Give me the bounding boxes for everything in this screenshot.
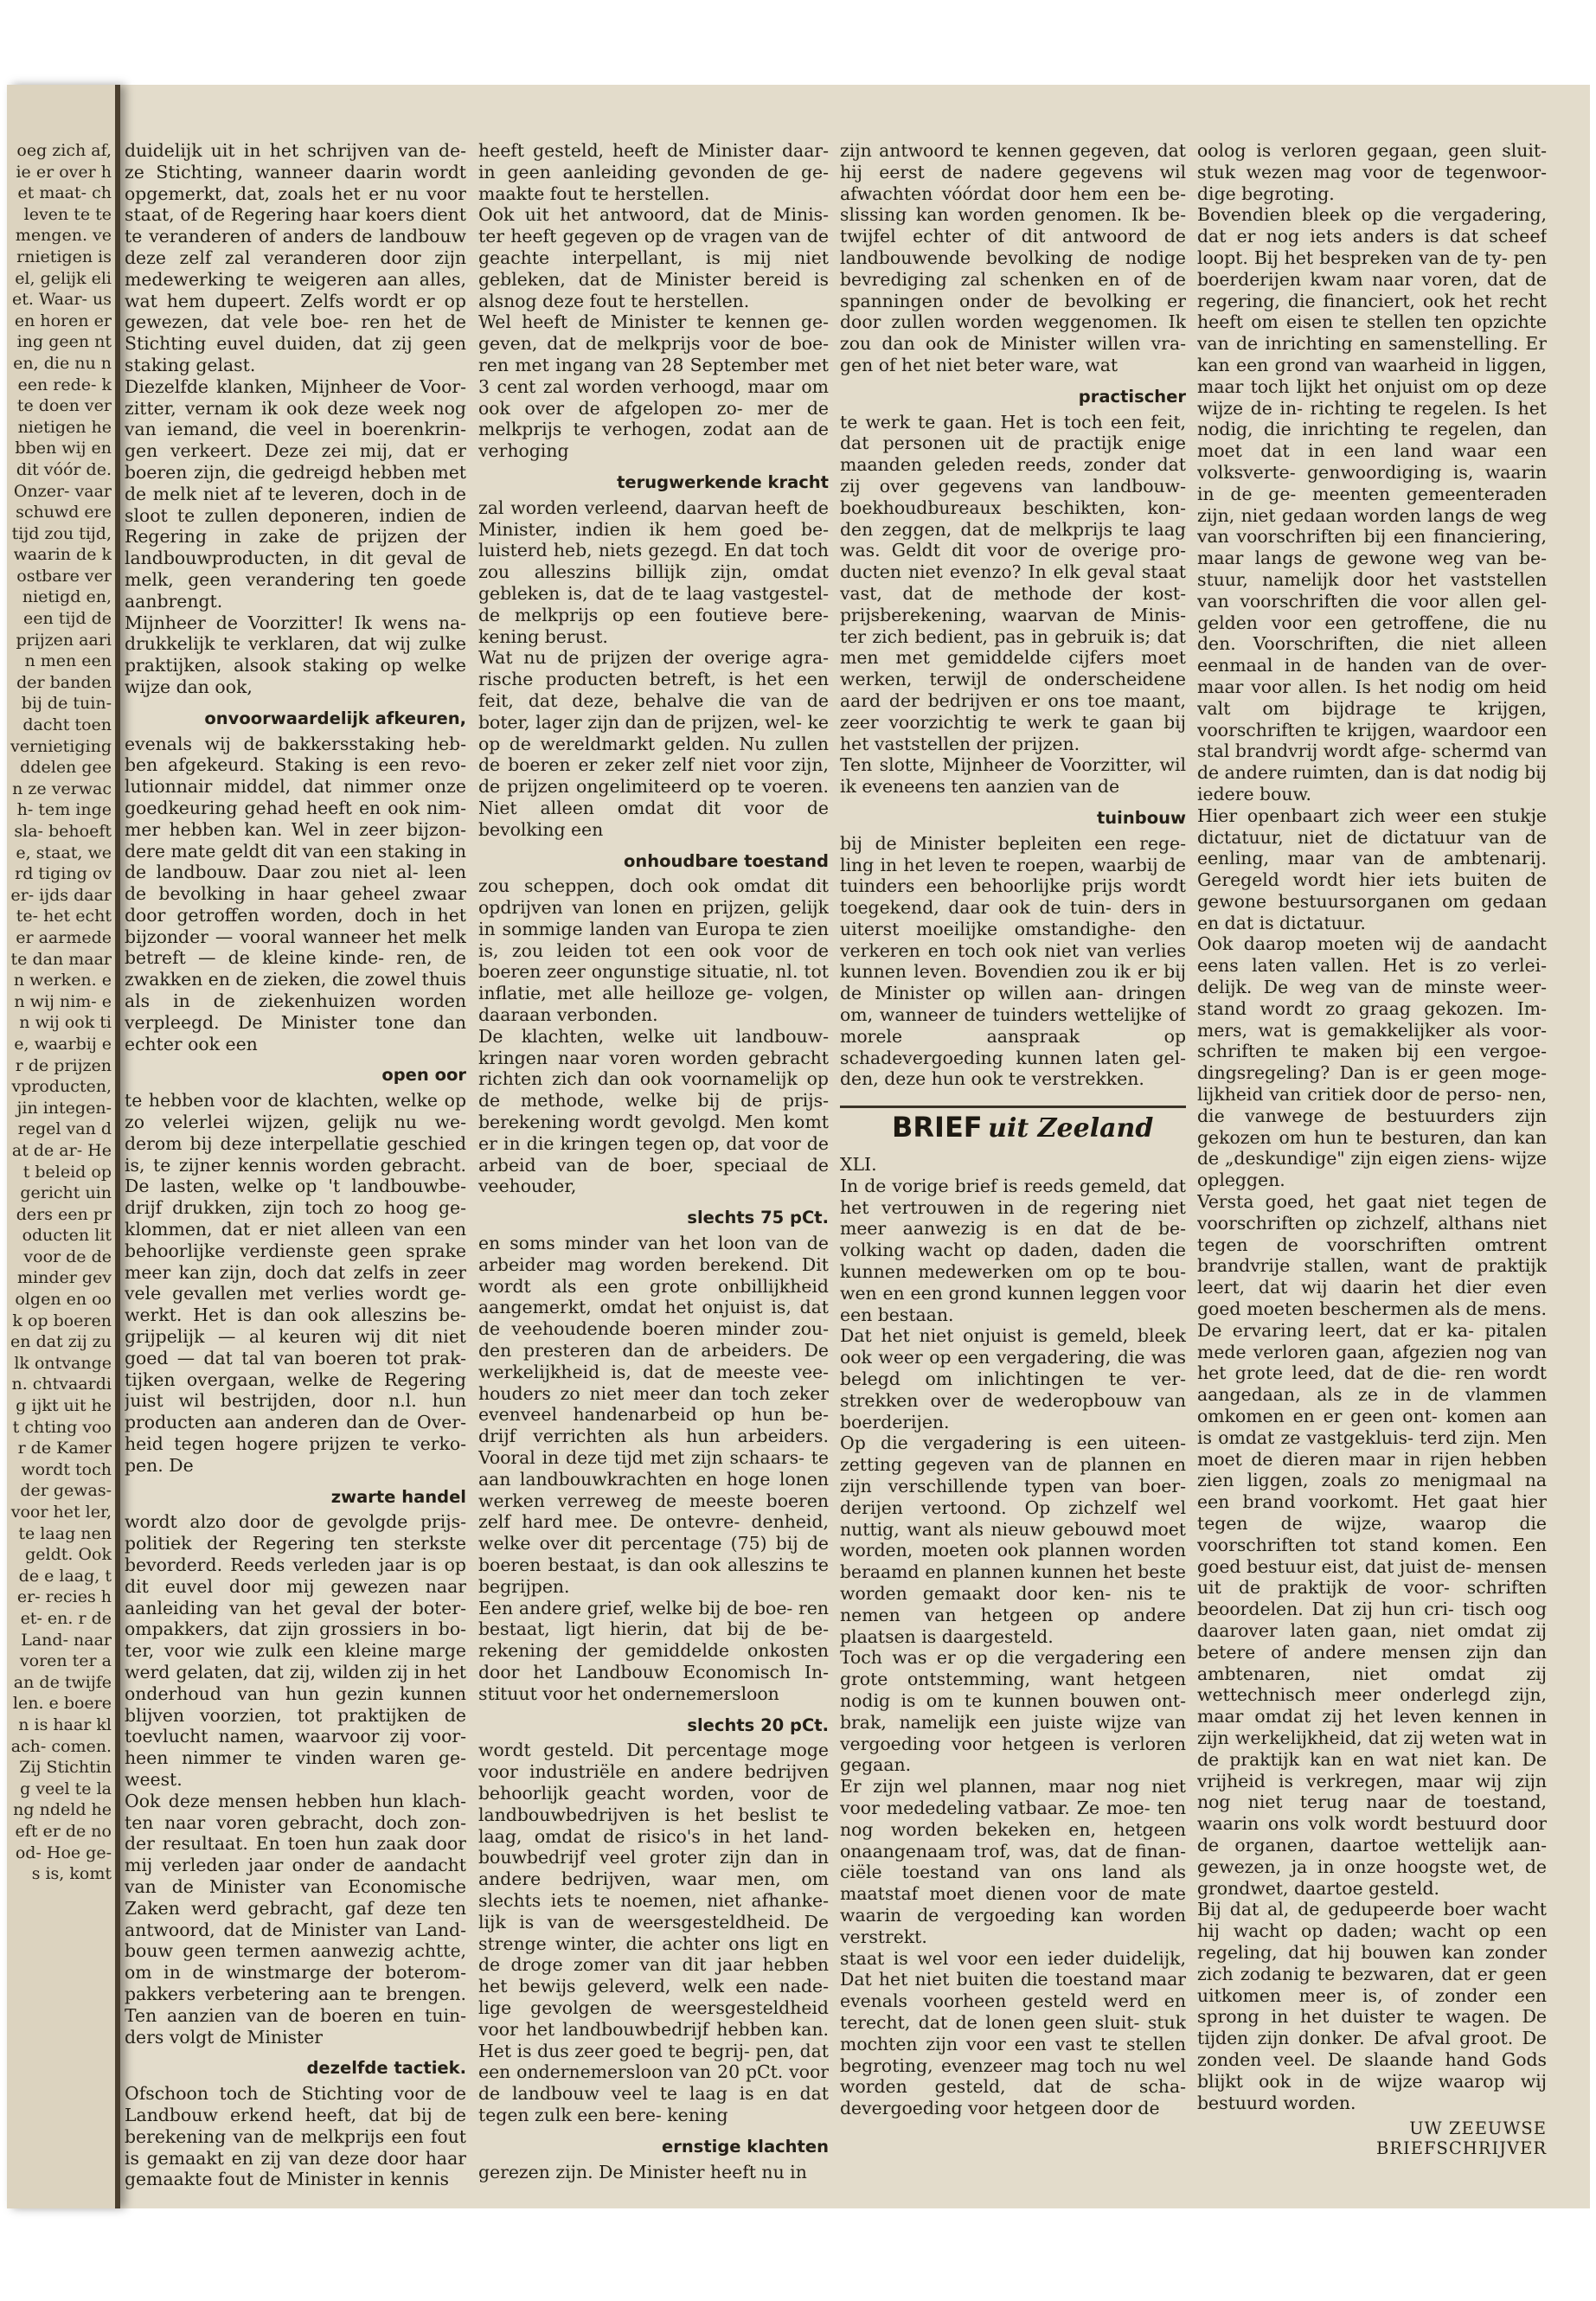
previous-page-edge	[7, 85, 120, 2208]
paragraph: Hier openbaart zich weer een stukje dictatuur, niet de dictatuur van de eenling, maar van de ambtenarij. Geregeld wordt hier iets buiten de gewone bestuursorganen om gedaan en dat is dictatuur.	[1197, 804, 1547, 933]
column-3	[840, 140, 1186, 2225]
paragraph: evenals wij de bakkersstaking heb- ben afgekeurd. Staking is een revo- lutionnair middel, dat nimmer onze goedkeuring gehad heeft en ook nim- mer hebben kan. Wel in zeer bijzon- dere mate geldt dit van een staking in de landbouw. Daar zou niet al- leen de bevolking in haar geheel zwaar door getroffen worden, doch in het bijzonder — vooral wanneer het melk betreft — de kleine kinde- ren, de zwakken en de zieken, die zowel thuis als in de ziekenhuizen worden verpleegd. De Minister tone dan echter ook een	[125, 733, 466, 1054]
paragraph: Dat het niet onjuist is gemeld, bleek ook weer op een vergadering, die was belegd om inlichtingen te ver- strekken over de wederopbouw van boerderijen.	[840, 1325, 1186, 1433]
paragraph: Versta goed, het gaat niet tegen de voorschriften op zichzelf, althans niet tegen de voorschriften omtrent brandvrije stallen, want de praktijk leert, dat wij daarin het dier even goed moeten beschermen als de mens. De ervaring leert, dat er ka- pitalen mede verloren gaan, afgezien nog van het grote leed, dat de die- ren wordt aangedaan, als ze in de vlammen omkomen en er geen ont- komen aan is omdat ze vastgekluis- terd zijn. Men moet de dieren maar in rijen hebben zien liggen, zoals zo menigmaal na een brand voorkomt. Het gaat hier tegen de wijze, waarop die voorschriften tot stand komen. Een goed bestuur eist, dat juist de- mensen uit de praktijk de voor- schriften beoordelen. Dat zij hun cri- tisch oog daarover laten gaan, niet omdat zij betere of andere mensen zijn dan ambtenaren, niet omdat zij wettechnisch meer onderlegd zijn, maar omdat zij het leven kennen in zijn werkelijkheid, dat zij weten wat in de praktijk kan en wat niet kan. De vrijheid is verkregen, maar wij zijn nog niet terug naar de toestand, waarin ons volk wordt bestuurd door de organen, daartoe wettelijk aan- gewezen, ja in onze hoogste wet, de grondwet, daartoe gesteld.	[1197, 1191, 1547, 1899]
paragraph: Mijnheer de Voorzitter! Ik wens na- drukkelijk te verklaren, dat wij zulke praktijken, alsook staking op welke wijze dan ook,	[125, 612, 466, 697]
subheading: slechts 20 pCt.	[687, 1715, 829, 1735]
paragraph: staat is wel voor een ieder duidelijk, Dat het niet buiten die toestand maar evenals voorheen gesteld werd en terecht, dat de lonen geen sluit- stuk mochten zijn voor een vast te stellen begroting, evenzeer mag toch nu wel worden gesteld, dat de scha- devergoeding voor hetgeen door de	[840, 1947, 1186, 2119]
paragraph: Bovendien bleek op die vergadering, dat er nog iets anders is dat scheef loopt. Bij het bespreken van de ty- pen boerderijen kwam naar voren, dat de regering, die financiert, ook het recht heeft om eisen te stellen ten opzichte van de inrichting en samenstelling. Er kan een grond van waarheid in liggen, maar toch lijkt het onjuist om op deze wijze de in- richting te regelen. Is het nodig, die inrichting te regelen, dan moet dat in een land waar een volksverte- genwoordiging is, waarin in de ge- meenten gemeenteraden zijn, niet gedaan worden langs de weg van voorschriften bij een financiering, maar langs de gewone weg van be- stuur, namelijk door het vaststellen van voorschriften die voor allen gel- gelden voor een getroffene, die nu den. Voorschriften, die niet alleen eenmaal in de handen van de over- maar voor allen. Is het nodig om heid valt om bijdrage te krijgen, voorschriften te krijgen, waardoor een stal brandvrij wordt afge- schermd van de andere ruimten, dan is dat nodig bij iedere bouw.	[1197, 204, 1547, 804]
paragraph: Diezelfde klanken, Mijnheer de Voor- zitter, vernam ik ook deze week nog van iemand, die veel in boerenkrin- gen verkeert. Deze zei mij, dat er boeren zijn, die gedreigd hebben met de melk niet af te leveren, doch in de sloot te zullen deponeren, indien de Regering in zake de prijzen der landbouwproducten, in dit geval de melk, geen verandering ten goede aanbrengt.	[125, 375, 466, 612]
newspaper-page	[7, 85, 1590, 2208]
previous-page-text: oeg zich af, ie er over het maat- ch leven te te mengen. vernietigen isel, gelijk eliet. Waar- usen horen ering geen nten, die nu n een rede- k te doen vernietigen hebben wij en dit vóór de. Onzer- vaarschuwd ere tijd zou tijd, waarin de kostbare vernietigd en, een tijd de prijzen aarin men een der banden bij de tuin- dacht toen vernietiging ddelen geen ze verwach- tem ingesla- behoefte, staat, werd tiging over- ijds daarte- het echter aarmede te dan maar n werken. en wij nim- en wij ook tie, waarbij er de prijzen vproducten, jin integen- regel van dat de ar- Het beleid op gericht uinders een producten lit voor de de minder gevolgen en ook op boeren en dat zij zulk ontvangen. chtvaardig ijkt uit het chting voor de Kamer wordt toch der gewas- voor het ler, te laag nen geldt. Ook de e laag, ter- recies het- en. r de Land- naar voren ter aan de twijfelen. e boeren is haar klach- comen. Zij Stichting veel te lang ndeld heeft er de nood- Hoe ge- s is, komt	[10, 141, 112, 1884]
column-2	[478, 140, 829, 2225]
article-title-bold: BRIEF	[892, 1111, 983, 1144]
article-number: XLI.	[840, 1154, 877, 1176]
paragraph: Ook daarop moeten wij de aandacht eens laten vallen. Het is zo verlei- delijk. De weg van de minste weer- stand wordt zo graag gekozen. Im- mers, wat is gemakkelijker als voor- schriften te maken bij een vergoe- dingsregeling? Dan is er geen moge- lijkheid van critiek door de perso- nen, die vanwege de bestuurders zijn gekozen om hun te besturen, dan kan de „deskundige" zijn eigen ziens- wijze opleggen.	[1197, 933, 1547, 1191]
paragraph: Een andere grief, welke bij de boe- ren bestaat, ligt hierin, dat bij de be- rekening der gemiddelde onkosten door het Landbouw Economisch In- stituut voor het ondernemersloon	[478, 1597, 829, 1704]
paragraph: zou scheppen, doch ook omdat dit opdrijven van lonen en prijzen, gelijk in sommige landen van Europa te zien is, zou leiden tot een ook voor de boeren zeer ongunstige situatie, nl. tot inflatie, met alle heilloze ge- volgen, daaraan verbonden.	[478, 875, 829, 1026]
paragraph: Wel heeft de Minister te kennen ge- geven, dat de melkprijs voor de boe- ren met ingang van 28 September met 3 cent zal worden verhoogd, maar om ook over de afgelopen zo- mer de melkprijs te verhogen, zodat aan de verhoging	[478, 311, 829, 462]
paragraph: Op die vergadering is een uiteen- zetting gegeven van de plannen en zijn verschillende typen van boer- derijen vertoond. Op zichzelf wel nuttig, want als nieuw gebouwd moet worden, moeten ook plannen worden beraamd en plannen kunnen het beste worden gemaakt door ken- nis te nemen van hetgeen op andere plaatsen is daargesteld.	[840, 1433, 1186, 1647]
paragraph: en soms minder van het loon van de arbeider mag worden berekend. Dit wordt als een grote onbillijkheid aangemerkt, omdat het onjuist is, dat de veehoudende boeren minder zou- den presteren dan de arbeiders. De werkelijkheid is, dat de meeste vee- houders zo niet meer dan toch zeker evenveel handenarbeid op hun be- drijf verrichten als hun arbeiders. Vooral in deze tijd met zijn schaars- te aan landbouwkrachten en hoge lonen werken verreweg de meeste boeren zelf hard mee. De ontevre- denheid, welke over dit percentage (75) bij de boeren bestaat, is dan ook alleszins te begrijpen.	[478, 1233, 829, 1597]
signature-line-1: UW ZEEUWSE	[1409, 2118, 1547, 2139]
paragraph: Ten slotte, Mijnheer de Voorzitter, wil ik eveneens ten aanzien van de	[840, 754, 1186, 798]
subheading: onhoudbare toestand	[623, 850, 829, 871]
paragraph: heeft gesteld, heeft de Minister daar- in geen aanleiding gevonden de ge- maakte fout te herstellen.	[478, 140, 829, 204]
section-divider	[840, 1106, 1186, 1108]
paragraph: wordt gesteld. Dit percentage moge voor industriële en andere bedrijven behoorlijk geacht worden, voor de landbouwbedrijven is het beslist te laag, omdat de risico's in het land- bouwbedrijf veel groter zijn dan in andere bedrijven, waar men, om slechts iets te noemen, niet afhanke- lijk is van de weersgesteldheid. De strenge winter, die achter ons ligt en de droge zomer van dit jaar hebben het bewijs geleverd, welk een nade- lige gevolgen de weersgesteldheid voor het landbouwbedrijf hebben kan. Het is dus zeer goed te begrij- pen, dat een ondernemersloon van 20 pCt. voor de landbouw veel te laag is en dat tegen zulk een bere- kening	[478, 1740, 829, 2125]
paragraph: Toch was er op die vergadering een grote ontstemming, want hetgeen nodig is om te kunnen bouwen ont- brak, namelijk een juiste wijze van vergoeding voor hetgeen is verloren gegaan.	[840, 1647, 1186, 1776]
column-1	[125, 140, 466, 2225]
paragraph: te werk te gaan. Het is toch een feit, dat personen uit de practijk enige maanden geleden reeds, zonder dat zij over gegevens van landbouw- boekhoudbureaux beschikten, kon- den zeggen, dat de melkprijs te laag was. Geldt dit voor de overige pro- ducten niet evenzo? In elk geval staat vast, dat de methode der kost- prijsberekening, waarvan de Minis- ter zich bedient, pas in gebruik is; dat men met gemiddelde cijfers moet werken, terwijl de onderscheidene aard der bedrijven er ons toe maant, zeer voorzichtig te werk te gaan bij het vaststellen der prijzen.	[840, 411, 1186, 754]
subheading: tuinbouw	[1096, 807, 1186, 828]
signature-line-2: BRIEFSCHRIJVER	[1376, 2138, 1547, 2159]
paragraph: Er zijn wel plannen, maar nog niet voor mededeling vatbaar. Ze moe- ten nog worden bekeken en, hetgeen onaangenaam trof, was, dat de finan- ciële toestand van ons land als maatstaf moet dienen voor de mate waarin de vergoeding kan worden verstrekt.	[840, 1776, 1186, 1947]
subheading: zwarte handel	[330, 1486, 466, 1507]
paragraph: Ook deze mensen hebben hun klach- ten naar voren gebracht, doch zon- der resultaat. En toen hun zaak door mij verleden jaar onder de aandacht van de Minister van Economische Zaken werd gebracht, gaf deze ten antwoord, dat de Minister van Land- bouw geen termen aanwezig achtte, om in de winstmarge der boterom- pakkers verbetering aan te brengen. Ten aanzien van de boeren en tuin- ders volgt de Minister	[125, 1790, 466, 2048]
paragraph: zijn antwoord te kennen gegeven, dat hij eerst de nadere gegevens wil afwachten vóórdat door hem een be- slissing kan worden genomen. Ik be- twijfel echter of dit antwoord de landbouwende bevolking de nodige bevrediging zal schenken en of de spanningen onder de bevolking er door zullen worden weggenomen. Ik zou dan ook de Minister willen vra- gen of het niet beter ware, wat	[840, 140, 1186, 375]
subheading: dezelfde tactiek.	[306, 2058, 466, 2079]
paragraph: Ook uit het antwoord, dat de Minis- ter heeft gegeven op de vragen van de geachte interpellant, is mij niet gebleken, dat de Minister bereid is alsnog deze fout te herstellen.	[478, 204, 829, 311]
article-title-script: uit Zeeland	[988, 1113, 1154, 1144]
paragraph: zal worden verleend, daarvan heeft de Minister, indien ik hem goed be- luisterd heb, niets gezegd. En dat toch zou alleszins billijk zijn, omdat gebleken is, dat de te laag vastgestel- de melkprijs op een foutieve bere- kening berust.	[478, 497, 829, 647]
paragraph: gerezen zijn. De Minister heeft nu in	[478, 2161, 807, 2182]
paragraph: Bij dat al, de gedupeerde boer wacht hij wacht op daden; wacht op een regeling, dat hij bouwen kan zonder zich zodanig te bezwaren, dat er geen uitkomen meer is, of zonder een sprong in het duister te wagen. De tijden zijn donker. De afval groot. De zonden veel. De slaande hand Gods blijkt ook in de wijze waarop wij bestuurd worden.	[1197, 1899, 1547, 2113]
paragraph: te hebben voor de klachten, welke op zo velerlei wijzen, gelijk nu we- derom bij deze interpellatie geschied is, te zijner kennis worden gebracht. De lasten, welke op 't landbouwbe- drijf drukken, zijn toch zo hoog ge- klommen, dat er niet alleen van een behoorlijke verdienste geen sprake meer kan zijn, doch dat zelfs in zeer vele gevallen met verlies wordt ge- werkt. Het is dan ook alleszins be- grijpelijk — al keuren wij dit niet goed — dat tal van boeren tot prak- tijken overgaan, welke de Regering juist wil bestrijden, door n.l. hun producten aan anderen dan de Over- heid tegen hogere prijzen te verko- pen. De	[125, 1090, 466, 1476]
paragraph: Ofschoon toch de Stichting voor de Landbouw erkend heeft, dat bij de berekening van de melkprijs een fout is gemaakt en zij van deze door haar gemaakte fout de Minister in kennis	[125, 2083, 466, 2190]
column-4	[1197, 140, 1547, 2225]
paragraph: duidelijk uit in het schrijven van de- ze Stichting, wanneer daarin wordt opgemerkt, dat, zoals het er nu voor staat, of de Regering haar koers dient te veranderen of anders de landbouw deze zelf zal veranderen door zijn medewerking te weigeren aan alles, wat hem dupeert. Zelfs wordt er op gewezen, dat vele boe- ren het de Stichting euvel duiden, dat zij geen staking gelast.	[125, 140, 466, 375]
paragraph: In de vorige brief is reeds gemeld, dat het vertrouwen in de regering niet meer aanwezig is en dat de be- volking wacht op daden, daden die kunnen medewerken om op te bou- wen en een grond kunnen leggen voor een bestaan.	[840, 1175, 1186, 1325]
subheading: practischer	[1078, 386, 1186, 407]
subheading: slechts 75 pCt.	[687, 1208, 829, 1228]
paragraph: wordt alzo door de gevolgde prijs- politiek der Regering ten sterkste bevorderd. Reeds verleden jaar is op dit euvel door mij gewezen naar aanleiding van het geval der boter- ompakkers, dat zijn grossiers in bo- ter, voor wie zulk een kleine marge werd gelaten, dat zij, wilden zij in het onderhoud van hun gezin kunnen blijven voorzien, tot praktijken de toevlucht namen, waarvoor zij voor- heen nimmer te vinden waren ge- weest.	[125, 1511, 466, 1790]
article-title	[892, 1111, 1186, 1144]
signature	[1197, 2118, 1547, 2158]
subheading: terugwerkende kracht	[617, 471, 829, 492]
paragraph: oolog is verloren gegaan, geen sluit- stuk wezen mag voor de tegenwoor- dige begroting.	[1197, 140, 1547, 204]
paragraph: bij de Minister bepleiten een rege- ling in het leven te roepen, waarbij de tuinders een behoorlijke prijs wordt toegekend, daar ook de tuin- ders in uiterst moeilijke omstandighe- den verkeren en toch ook niet van verlies kunnen leven. Bovendien zou ik er bij de Minister op willen aan- dringen om, wanneer de tuinders wettelijke of morele aanspraak op schadevergoeding kunnen laten gel- den, deze hun ook te verstrekken.	[840, 832, 1186, 1090]
subheading: onvoorwaardelijk afkeuren,	[204, 708, 466, 728]
paragraph: De klachten, welke uit landbouw- kringen naar voren worden gebracht richten zich dan ook voornamelijk op de methode, welke bij de prijs- berekening wordt gevolgd. Men komt er in die kringen tegen op, dat voor de arbeid van de boer, speciaal de veehouder,	[478, 1025, 829, 1197]
paragraph: Wat nu de prijzen der overige agra- rische producten betreft, is het een feit, dat deze, behalve die van de boter, lager zijn dan de prijzen, wel- ke op de wereldmarkt gelden. Nu zullen de boeren er zeker zelf niet voor zijn, de prijzen ongelimiteerd op te voeren. Niet alleen omdat dit voor de bevolking een	[478, 647, 829, 840]
subheading: ernstige klachten	[662, 2136, 829, 2157]
subheading: open oor	[381, 1065, 466, 1086]
